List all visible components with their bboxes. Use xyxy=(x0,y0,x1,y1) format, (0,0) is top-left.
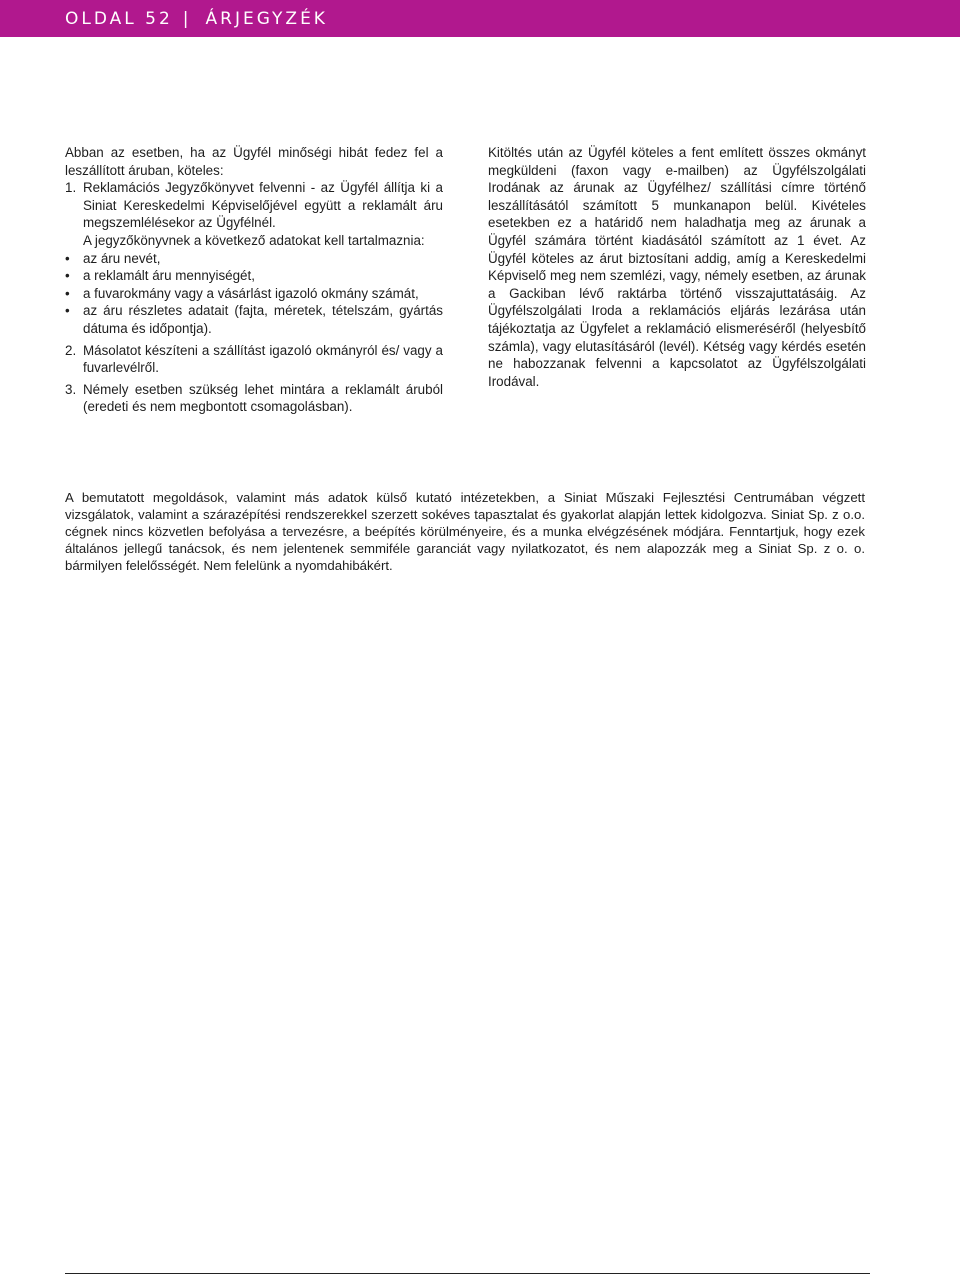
numbered-item-1 xyxy=(65,179,443,232)
item-text: Reklamációs Jegyzőkönyvet felvenni - az Ügyfél állítja ki a Siniat Kereskedelmi Képviselőjével együtt a reklamált áru megszemlélésekor az Ügyfélnél. xyxy=(83,180,443,231)
bullet-icon: • xyxy=(65,303,70,319)
numbered-item-2 xyxy=(65,342,443,377)
item-number: 3. xyxy=(65,381,77,397)
intro-paragraph: Abban az esetben, ha az Ügyfél minőségi hibát fedez fel a leszállított áruban, köteles: xyxy=(65,145,443,178)
item-number: 2. xyxy=(65,342,77,358)
list-item-text: az áru részletes adatait (fajta, méretek, tételszám, gyártás dátuma és időpontja). xyxy=(83,303,443,336)
list-item xyxy=(65,285,443,303)
bullet-list xyxy=(65,250,443,338)
list-item-text: a fuvarokmány vagy a vásárlást igazoló okmány számát, xyxy=(83,285,419,301)
header-separator: | xyxy=(182,8,192,29)
right-column xyxy=(488,144,866,390)
procedure-paragraph: Kitöltés után az Ügyfél köteles a fent említett összes okmányt megküldeni (faxon vagy e-mailben) az Ügyfélszolgálati Irodának az árunak az Ügyfélhez/ szállítási címre történő leszállításától számított 5 munkanapon belül. Kivételes esetekben ez a határidő nem haladhatja meg az árunak a Ügyfél számára történt kiadásától számított az 1 évet. Az Ügyfél köteles az árut biztosítani addig, amíg a Kereskedelmi Képviselő meg nem szemlézi, vagy, némely esetben, az árunak a Gackiban lévő raktárba történő visszajuttatásáig. Az Ügyfélszolgálati Iroda a reklamációs eljárás lezárása után tájékoztatja az Ügyfelet a reklamáció elismeréséről (helyesbítő számla), vagy elutasításáról (levél). Kétség vagy kérdés esetén ne habozzanak felvenni a kapcsolatot az Ügyfélszolgálati Irodával. xyxy=(488,145,866,389)
list-item-text: a reklamált áru mennyiségét, xyxy=(83,268,255,284)
item-text: Másolatot készíteni a szállítást igazoló okmányról és/ vagy a fuvarlevélről. xyxy=(83,342,443,376)
bullet-icon: • xyxy=(65,250,70,266)
header-bar xyxy=(0,0,960,37)
disclaimer-paragraph: A bemutatott megoldások, valamint más adatok külső kutató intézetekben, a Siniat Műszaki Fejlesztési Centrumában végzett vizsgálatok, valamint a szárazépítési rendszerekkel szerzett sokéves tapasztalat és gyakorlat alapján lettek kidolgozva. Siniat Sp. z o.o. cégnek nincs közvetlen befolyása a tervezésre, a beépítés körülményeire, és a munka elvégzésének módjára. Fenntartjuk, hogy ezek általános jellegű tanácsok, és nem jelentenek semmiféle garanciát vagy nyilatkozatot, és nem alapozzák meg a Siniat Sp. z o. o. bármilyen felelősségét. Nem felelünk a nyomdahibákért. xyxy=(65,490,865,573)
item-text: Némely esetben szükség lehet mintára a reklamált áruból (eredeti és nem megbontott csomagolásban). xyxy=(83,381,443,415)
item-number: 1. xyxy=(65,180,77,196)
list-item-text: az áru nevét, xyxy=(83,250,161,266)
list-item xyxy=(65,250,443,268)
page-number-label: OLDAL 52 xyxy=(65,8,173,29)
bullet-icon: • xyxy=(65,285,70,301)
left-column xyxy=(65,144,443,416)
list-item xyxy=(65,267,443,285)
section-title: ÁRJEGYZÉK xyxy=(205,8,328,29)
protocol-requirements-intro: A jegyzőkönyvnek a következő adatokat kell tartalmaznia: xyxy=(83,232,425,248)
list-item xyxy=(65,302,443,337)
bullet-icon: • xyxy=(65,268,70,284)
footer-divider xyxy=(65,1273,870,1274)
numbered-item-3 xyxy=(65,381,443,416)
page-header xyxy=(65,9,328,29)
